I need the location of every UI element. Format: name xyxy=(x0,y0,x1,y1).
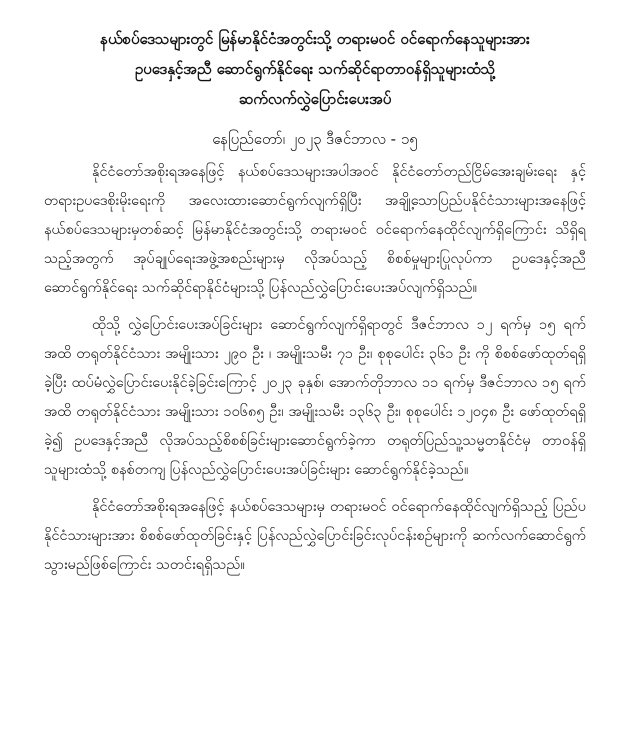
headline-line-1: နယ်စပ်ဒေသများတွင် မြန်မာနိုင်ငံအတွင်းသို့ တရားမဝင် ဝင်ရောက်နေသူများအား xyxy=(100,30,530,48)
dateline: နေပြည်တော်၊ ၂၀၂၃ ဒီဇင်ဘာလ - ၁၅ xyxy=(212,130,418,148)
headline xyxy=(44,24,586,114)
headline-line-3: ဆက်လက်လွှဲပြောင်းပေးအပ် xyxy=(238,90,392,108)
headline-line-2: ဥပဒေနှင့်အညီ ဆောင်ရွက်နိုင်ရေး သက်ဆိုင်ရာတာဝန်ရှိသူများထံသို့ xyxy=(134,60,496,78)
paragraph-3: နိုင်ငံတော်အစိုးရအနေဖြင့် နယ်စပ်ဒေသများမှ တရားမဝင် ဝင်ရောက်နေထိုင်လျက်ရှိသည့် ပြည်ပနိုင်ငံသားများအား စိစစ်ဖော်ထုတ်ခြင်းနှင့် ပြန်လည်လွှဲပြောင်းခြင်းလုပ်ငန်းစဉ်များကို ဆက်လက်ဆောင်ရွက်သွားမည်ဖြစ်ကြောင်း သတင်းရရှိသည်။ xyxy=(44,499,586,573)
paragraph-2: ထိုသို့ လွှဲပြောင်းပေးအပ်ခြင်းများ ဆောင်ရွက်လျက်ရှိရာတွင် ဒီဇင်ဘာလ ၁၂ ရက်မှ ၁၅ ရက်အထိ တရုတ်နိုင်ငံသား အမျိုးသား ၂၉၀ ဦး ၊ အမျိုးသမီး ၇၁ ဦး၊ စုစုပေါင်း ၃၆၁ ဦး ကို စိစစ်ဖော်ထုတ်ရရှိခဲ့ပြီး ထပ်မံလွှဲပြောင်းပေးနိုင်ခဲ့ခြင်းကြောင့် ၂၀၂၃ ခုနှစ်၊ အောက်တိုဘာလ ၁၁ ရက်မှ ဒီဇင်ဘာလ ၁၅ ရက်အထိ တရုတ်နိုင်ငံသား အမျိုးသား ၁၀၆၈၅ ဦး၊ အမျိုးသမီး ၁၃၆၃ ဦး၊ စုစုပေါင်း ၁၂၀၄၈ ဦး ဖော်ထုတ်ရရှိခဲ့၍ ဥပဒေနှင့်အညီ လိုအပ်သည့်စိစစ်ခြင်းများဆောင်ရွက်ခဲ့ကာ တရုတ်ပြည်သူ့သမ္မတနိုင်ငံမှ တာဝန်ရှိသူများထံသို့ စနစ်တကျ ပြန်လည်လွှဲပြောင်းပေးအပ်ခြင်းများ ဆောင်ရွက်နိုင်ခဲ့သည်။ xyxy=(44,317,586,478)
paragraph-1: နိုင်ငံတော်အစိုးရအနေဖြင့် နယ်စပ်ဒေသများအပါအဝင် နိုင်ငံတော်တည်ငြိမ်အေးချမ်းရေး နှင့် တရားဥပဒေစိုးမိုးရေးကို အလေးထားဆောင်ရွက်လျက်ရှိပြီး အချို့သောပြည်ပနိုင်ငံသားများအနေဖြင့် နယ်စပ်ဒေသများမှတစ်ဆင့် မြန်မာနိုင်ငံအတွင်းသို့ တရားမဝင် ဝင်ရောက်နေထိုင်လျက်ရှိကြောင်း သိရှိရသည့်အတွက် အုပ်ချုပ်ရေးအဖွဲ့အစည်းများမှ လိုအပ်သည့် စိစစ်မှုများပြုလုပ်ကာ ဥပဒေနှင့်အညီ ဆောင်ရွက်နိုင်ရေး သက်ဆိုင်ရာနိုင်ငံများသို့ ပြန်လည်လွှဲပြောင်းပေးအပ်လျက်ရှိသည်။ xyxy=(44,164,586,296)
